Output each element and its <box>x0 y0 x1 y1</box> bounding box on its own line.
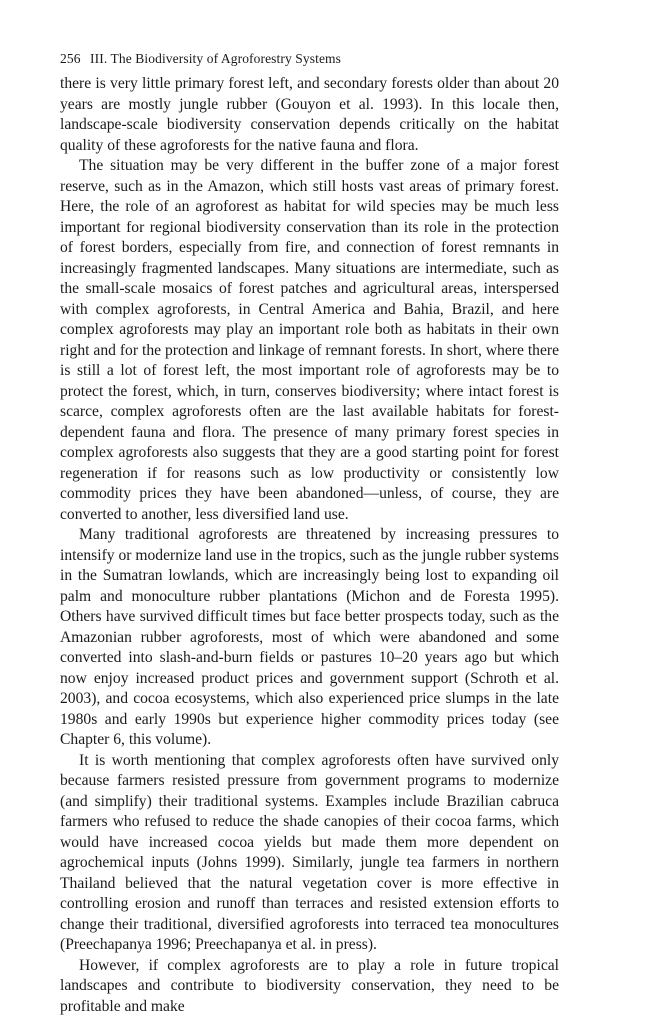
running-head <box>60 50 559 68</box>
paragraph: The situation may be very different in the buffer zone of a major forest reserve, such as in the Amazon, which still hosts vast areas of primary forest. Here, the role of an agroforest as habitat for wild species may be much less important for regional biodiversity conservation than its role in the protection of forest borders, especially from fire, and connection of forest remnants in increasingly fragmented landscapes. Many situations are intermediate, such as the small-scale mosaics of forest patches and agricultural areas, interspersed with complex agroforests, in Central America and Bahia, Brazil, and here complex agroforests may play an important role both as habitats in their own right and for the protection and linkage of remnant forests. In short, where there is still a lot of forest left, the most important role of agroforests may be to protect the forest, which, in turn, conserves biodiversity; where intact forest is scarce, complex agroforests often are the last available habitats for forest-dependent fauna and flora. The presence of many primary forest species in complex agroforests also suggests that they are a good starting point for forest regeneration if for reasons such as low productivity or consistently low commodity prices they have been abandoned—unless, of course, they are converted to another, less diversified land use. <box>60 156 559 525</box>
paragraph: Many traditional agroforests are threatened by increasing pressures to intensify or modernize land use in the tropics, such as the jungle rubber systems in the Sumatran lowlands, which are increasingly being lost to expanding oil palm and monoculture rubber plantations (Michon and de Foresta 1995). Others have survived difficult times but face better prospects today, such as the Amazonian rubber agroforests, most of which were abandoned and some converted into slash-and-burn fields or pastures 10–20 years ago but which now enjoy increased product prices and government support (Schroth et al. 2003), and cocoa ecosystems, which also experienced price slumps in the late 1980s and early 1990s but experience higher commodity prices today (see Chapter 6, this volume). <box>60 525 559 751</box>
body-text <box>60 74 559 1017</box>
paragraph: However, if complex agroforests are to play a role in future tropical landscapes and contribute to biodiversity conservation, they need to be profitable and make <box>60 956 559 1017</box>
running-head-title: III. The Biodiversity of Agroforestry Systems <box>90 51 341 66</box>
paragraph: there is very little primary forest left, and secondary forests older than about 20 years are mostly jungle rubber (Gouyon et al. 1993). In this locale then, landscape-scale biodiversity conservation depends critically on the habitat quality of these agroforests for the native fauna and flora. <box>60 74 559 156</box>
page-number: 256 <box>60 51 81 66</box>
book-page <box>60 50 559 1017</box>
paragraph: It is worth mentioning that complex agroforests often have survived only because farmers resisted pressure from government programs to modernize (and simplify) their traditional systems. Examples include Brazilian cabruca farmers who refused to reduce the shade canopies of their cocoa farms, which would have increased cocoa yields but made them more dependent on agrochemical inputs (Johns 1999). Similarly, jungle tea farmers in northern Thailand believed that the natural vegetation cover is more effective in controlling erosion and runoff than terraces and resisted extension efforts to change their traditional, diversified agroforests into terraced tea monocultures (Preechapanya 1996; Preechapanya et al. in press). <box>60 751 559 956</box>
